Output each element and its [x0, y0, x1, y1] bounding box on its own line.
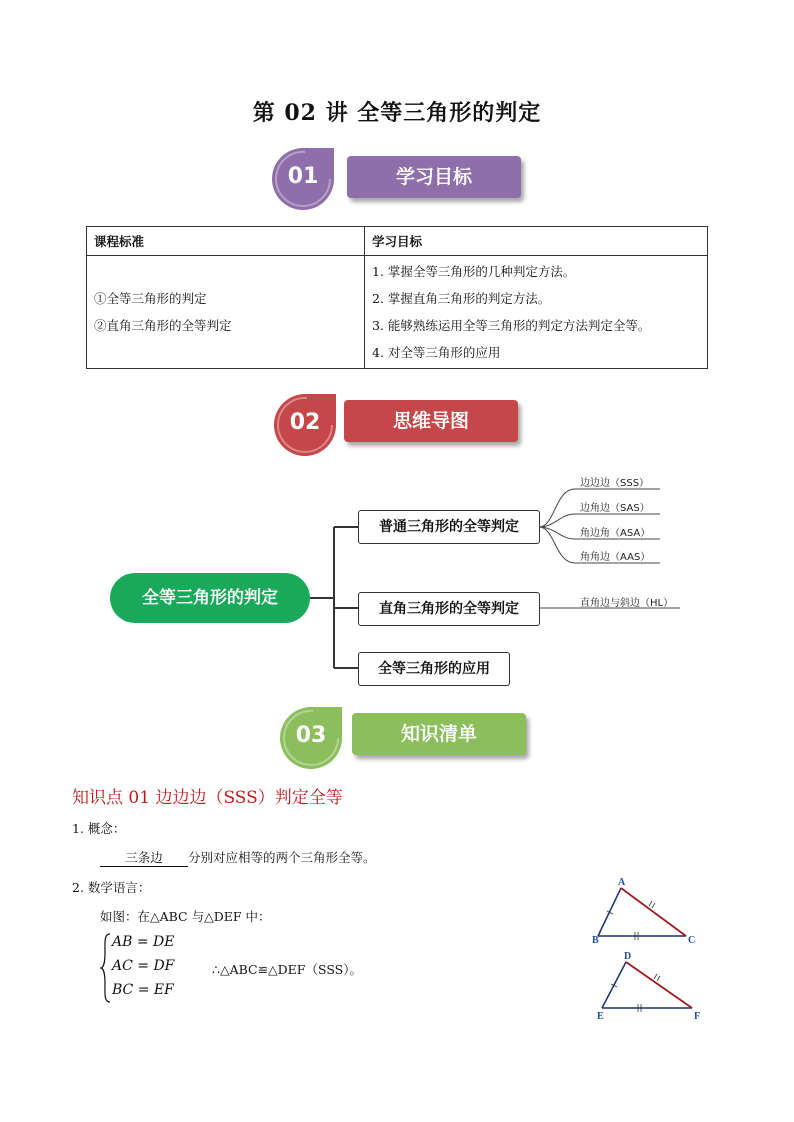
- section-number: 01: [287, 164, 319, 189]
- concept-rest: 分别对应相等的两个三角形全等。: [188, 850, 376, 865]
- table-header-objective: 学习目标: [365, 227, 708, 256]
- vertex-b: B: [592, 935, 599, 946]
- objectives-cell: [365, 256, 708, 369]
- goals-table: [86, 226, 708, 369]
- standard-item: ②直角三角形的全等判定: [94, 318, 232, 333]
- equation-system: [100, 932, 200, 1004]
- mindmap-leaf: 边边边（SSS）: [580, 478, 650, 489]
- item-math-language-label: 2. 数学语言：: [72, 880, 151, 895]
- objective-item: 2. 掌握直角三角形的判定方法。: [372, 291, 551, 306]
- objective-item: 1. 掌握全等三角形的几种判定方法。: [372, 264, 576, 279]
- concept-sentence: [100, 848, 376, 867]
- triangles-figure: [585, 873, 705, 1028]
- mindmap-leaf: 角角边（AAS）: [580, 552, 651, 563]
- knowledge-point-title: 知识点 01 边边边（SSS）判定全等: [72, 788, 343, 808]
- standards-cell: [87, 256, 365, 369]
- section-title: 知识清单: [352, 713, 526, 755]
- section-title: 学习目标: [347, 156, 521, 198]
- page-title: 第 02 讲 全等三角形的判定: [252, 100, 542, 126]
- mindmap-leaf: 边角边（SAS）: [580, 503, 650, 514]
- standard-item: ①全等三角形的判定: [94, 291, 207, 306]
- figure-intro: 如图：在△ABC 与△DEF 中：: [100, 909, 271, 924]
- mindmap-leaf: 直角边与斜边（HL）: [580, 598, 674, 609]
- item-concept-label: 1. 概念：: [72, 821, 126, 836]
- mindmap-root: 全等三角形的判定: [110, 573, 310, 623]
- vertex-d: D: [624, 951, 632, 962]
- vertex-a: A: [618, 877, 626, 888]
- section-badge-01: [268, 146, 528, 210]
- section-number: 03: [295, 723, 327, 748]
- vertex-e: E: [597, 1011, 604, 1022]
- vertex-c: C: [688, 935, 696, 946]
- table-header-standard: 课程标准: [87, 227, 365, 256]
- equation: AC = DF: [112, 958, 175, 974]
- section-title: 思维导图: [344, 400, 518, 442]
- objective-item: 3. 能够熟练运用全等三角形的判定方法判定全等。: [372, 318, 651, 333]
- conclusion: ∴△ABC≌△DEF（SSS）。: [212, 962, 362, 977]
- mindmap-branch-right: 直角三角形的全等判定: [358, 592, 540, 626]
- section-badge-02: [270, 392, 530, 456]
- concept-blank: 三条边: [100, 848, 188, 867]
- mindmap-branch-application: 全等三角形的应用: [358, 652, 510, 686]
- vertex-f: F: [694, 1011, 701, 1022]
- equation: BC = EF: [112, 982, 174, 998]
- objective-item: 4. 对全等三角形的应用: [372, 345, 501, 360]
- section-badge-03: [276, 705, 536, 769]
- mindmap-leaf: 角边角（ASA）: [580, 528, 651, 539]
- left-brace: [100, 932, 112, 1004]
- mindmap-branch-general: 普通三角形的全等判定: [358, 510, 540, 544]
- section-number: 02: [289, 410, 321, 435]
- equation: AB = DE: [112, 934, 175, 950]
